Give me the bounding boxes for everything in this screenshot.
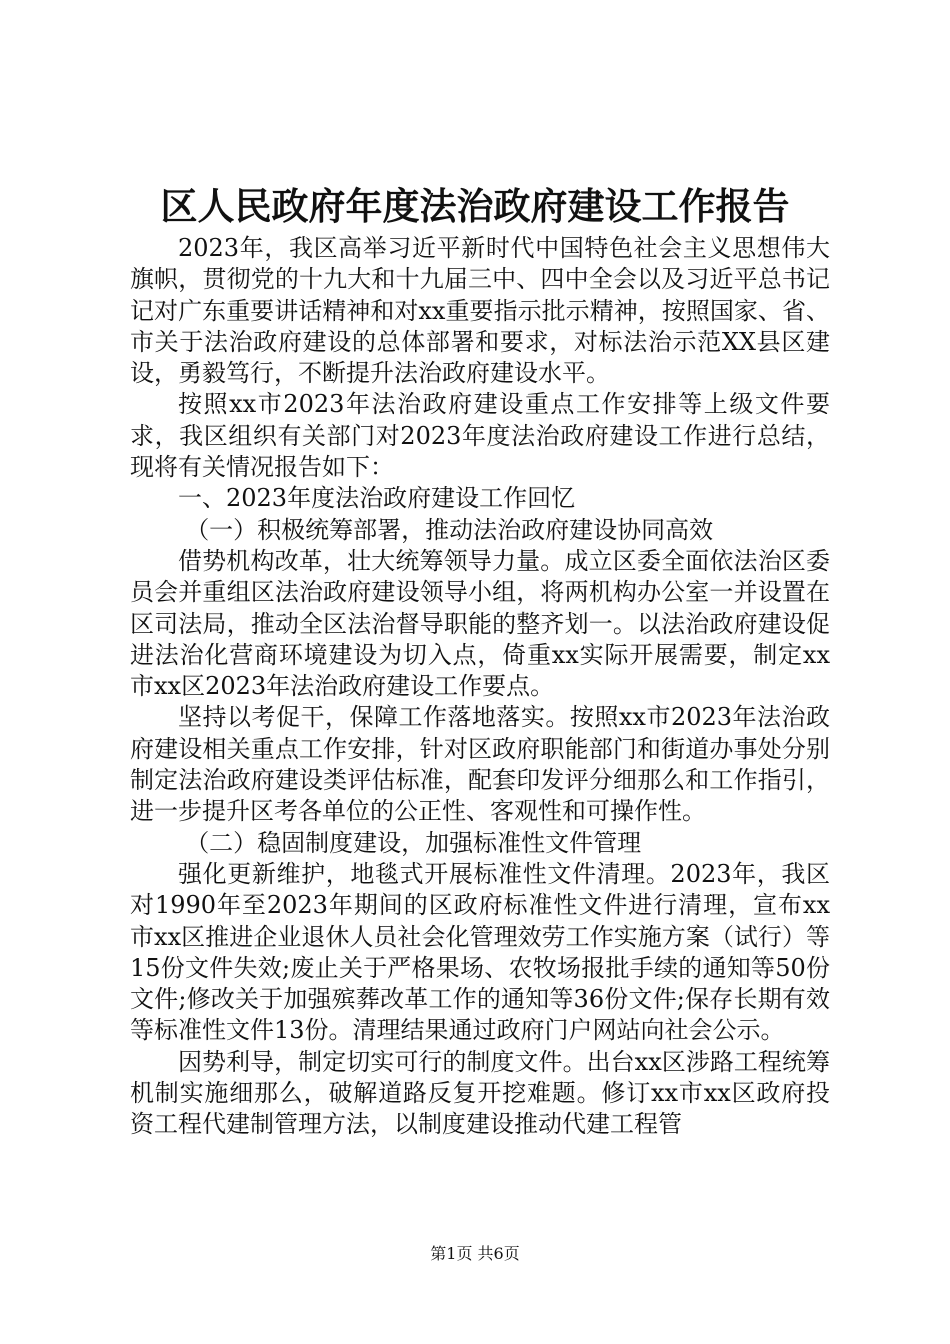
page-number-footer: 第1页 共6页 bbox=[430, 1244, 520, 1263]
paragraph-body: 强化更新维护，地毯式开展标准性文件清理。2023年，我区对1990年至2023年期间的区政府标准性文件进行清理，宣布xx市xx区推进企业退休人员社会化管理效劳工作实施方案（试行）等15份文件失效;废止关于严格果场、农牧场报批手续的通知等50份文件;修改关于加强殡葬改革工作的通知等36份文件;保存长期有效等标准性文件13份。清理结果通过政府门户网站向社会公示。 bbox=[130, 859, 830, 1045]
subsection-heading-2: （二）稳固制度建设，加强标准性文件管理 bbox=[185, 828, 642, 857]
paragraph-body: 借势机构改革，壮大统筹领导力量。成立区委全面依法治区委员会并重组区法治政府建设领导小组，将两机构办公室一并设置在区司法局，推动全区法治督导职能的整齐划一。以法治政府建设促进法治化营商环境建设为切入点，倚重xx实际开展需要，制定xx市xx区2023年法治政府建设工作要点。 bbox=[130, 546, 830, 701]
paragraph-purpose: 按照xx市2023年法治政府建设重点工作安排等上级文件要求，我区组织有关部门对2023年度法治政府建设工作进行总结，现将有关情况报告如下： bbox=[130, 390, 830, 482]
document-title: 区人民政府年度法治政府建设工作报告 bbox=[160, 184, 790, 228]
paragraph-intro: 2023年，我区高举习近平新时代中国特色社会主义思想伟大旗帜，贯彻党的十九大和十九届三中、四中全会以及习近平总书记记对广东重要讲话精神和对xx重要指示批示精神，按照国家、省、市关于法治政府建设的总体部署和要求，对标法治示范XX县区建设，勇毅笃行，不断提升法治政府建设水平。 bbox=[130, 234, 830, 388]
document-body bbox=[130, 233, 830, 1141]
subsection-heading-1: （一）积极统筹部署，推动法治政府建设协同高效 bbox=[185, 515, 714, 544]
section-heading-1: 一、2023年度法治政府建设工作回忆 bbox=[178, 484, 576, 513]
paragraph-body: 因势利导，制定切实可行的制度文件。出台xx区涉路工程统筹机制实施细那么，破解道路反复开挖难题。修订xx市xx区政府投资工程代建制管理方法，以制度建设推动代建工程管 bbox=[130, 1047, 830, 1139]
paragraph-body: 坚持以考促干，保障工作落地落实。按照xx市2023年法治政府建设相关重点工作安排，针对区政府职能部门和街道办事处分别制定法治政府建设类评估标准，配套印发评分细那么和工作指引，进一步提升区考各单位的公正性、客观性和可操作性。 bbox=[130, 703, 830, 826]
